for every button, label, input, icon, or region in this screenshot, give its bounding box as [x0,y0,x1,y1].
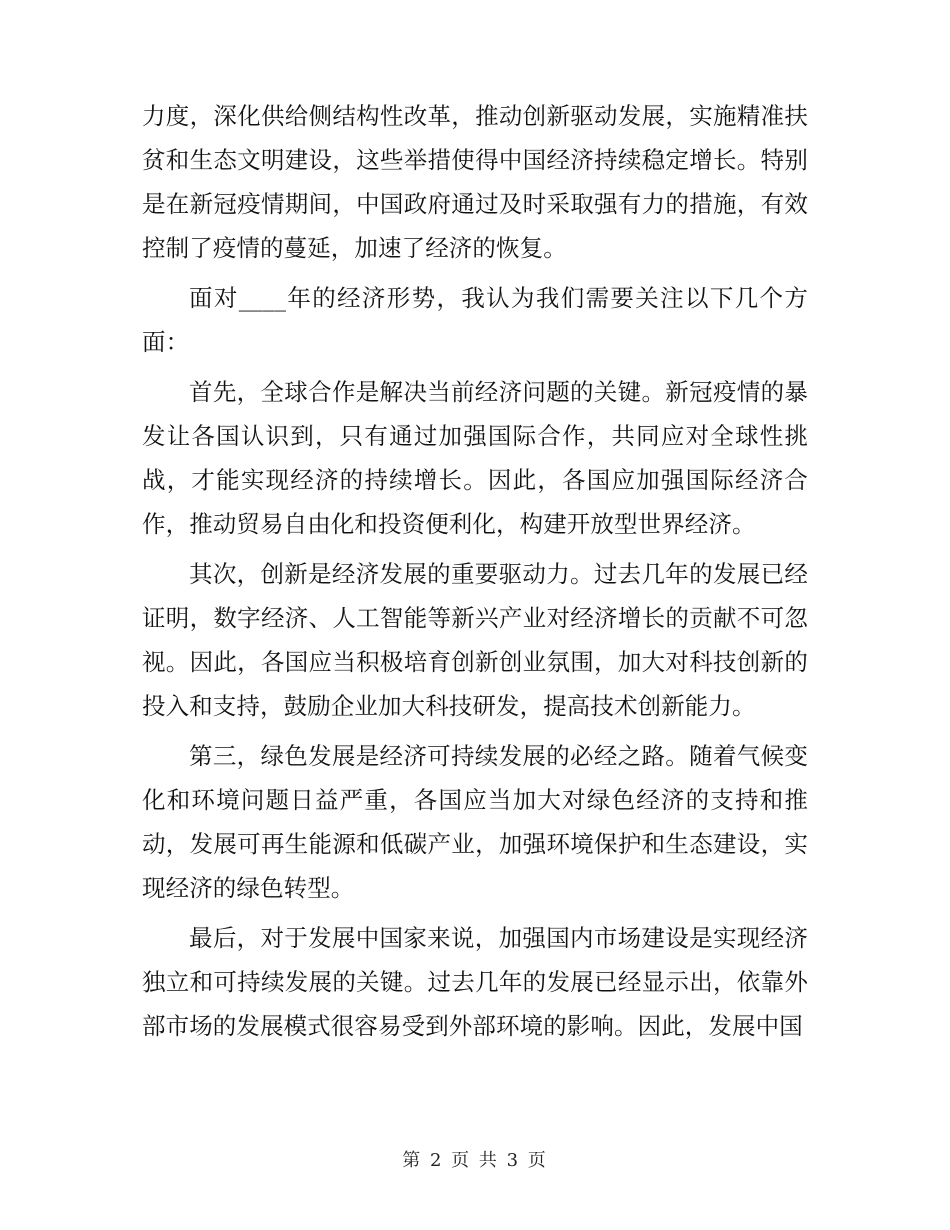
paragraph-first: 首先，全球合作是解决当前经济问题的关键。新冠疫情的暴发让各国认识到，只有通过加强国际合作，共同应对全球性挑战，才能实现经济的持续增长。因此，各国应加强国际经济合作，推动贸易自由化和投资便利化，构建开放型世界经济。 [142,378,808,538]
paragraph-second: 其次，创新是经济发展的重要驱动力。过去几年的发展已经证明，数字经济、人工智能等新兴产业对经济增长的贡献不可忽视。因此，各国应当积极培育创新创业氛围，加大对科技创新的投入和支持，鼓励企业加大科技研发，提高技术创新能力。 [142,560,808,720]
paragraph-continuation: 力度，深化供给侧结构性改革，推动创新驱动发展，实施精准扶贫和生态文明建设，这些举措使得中国经济持续稳定增长。特别是在新冠疫情期间，中国政府通过及时采取强有力的措施，有效控制了疫情的蔓延，加速了经济的恢复。 [142,102,808,262]
paragraph-last: 最后，对于发展中国家来说，加强国内市场建设是实现经济独立和可持续发展的关键。过去几年的发展已经显示出，依靠外部市场的发展模式很容易受到外部环境的影响。因此，发展中国 [142,924,808,1040]
paragraph-third: 第三，绿色发展是经济可持续发展的必经之路。随着气候变化和环境问题日益严重，各国应当加大对绿色经济的支持和推动，发展可再生能源和低碳产业，加强环境保护和生态建设，实现经济的绿色转型。 [142,742,808,902]
page-number-footer: 第 2 页 共 3 页 [402,1150,548,1171]
document-body [142,94,808,1054]
paragraph-intro: 面对____年的经济形势，我认为我们需要关注以下几个方面： [142,284,808,356]
